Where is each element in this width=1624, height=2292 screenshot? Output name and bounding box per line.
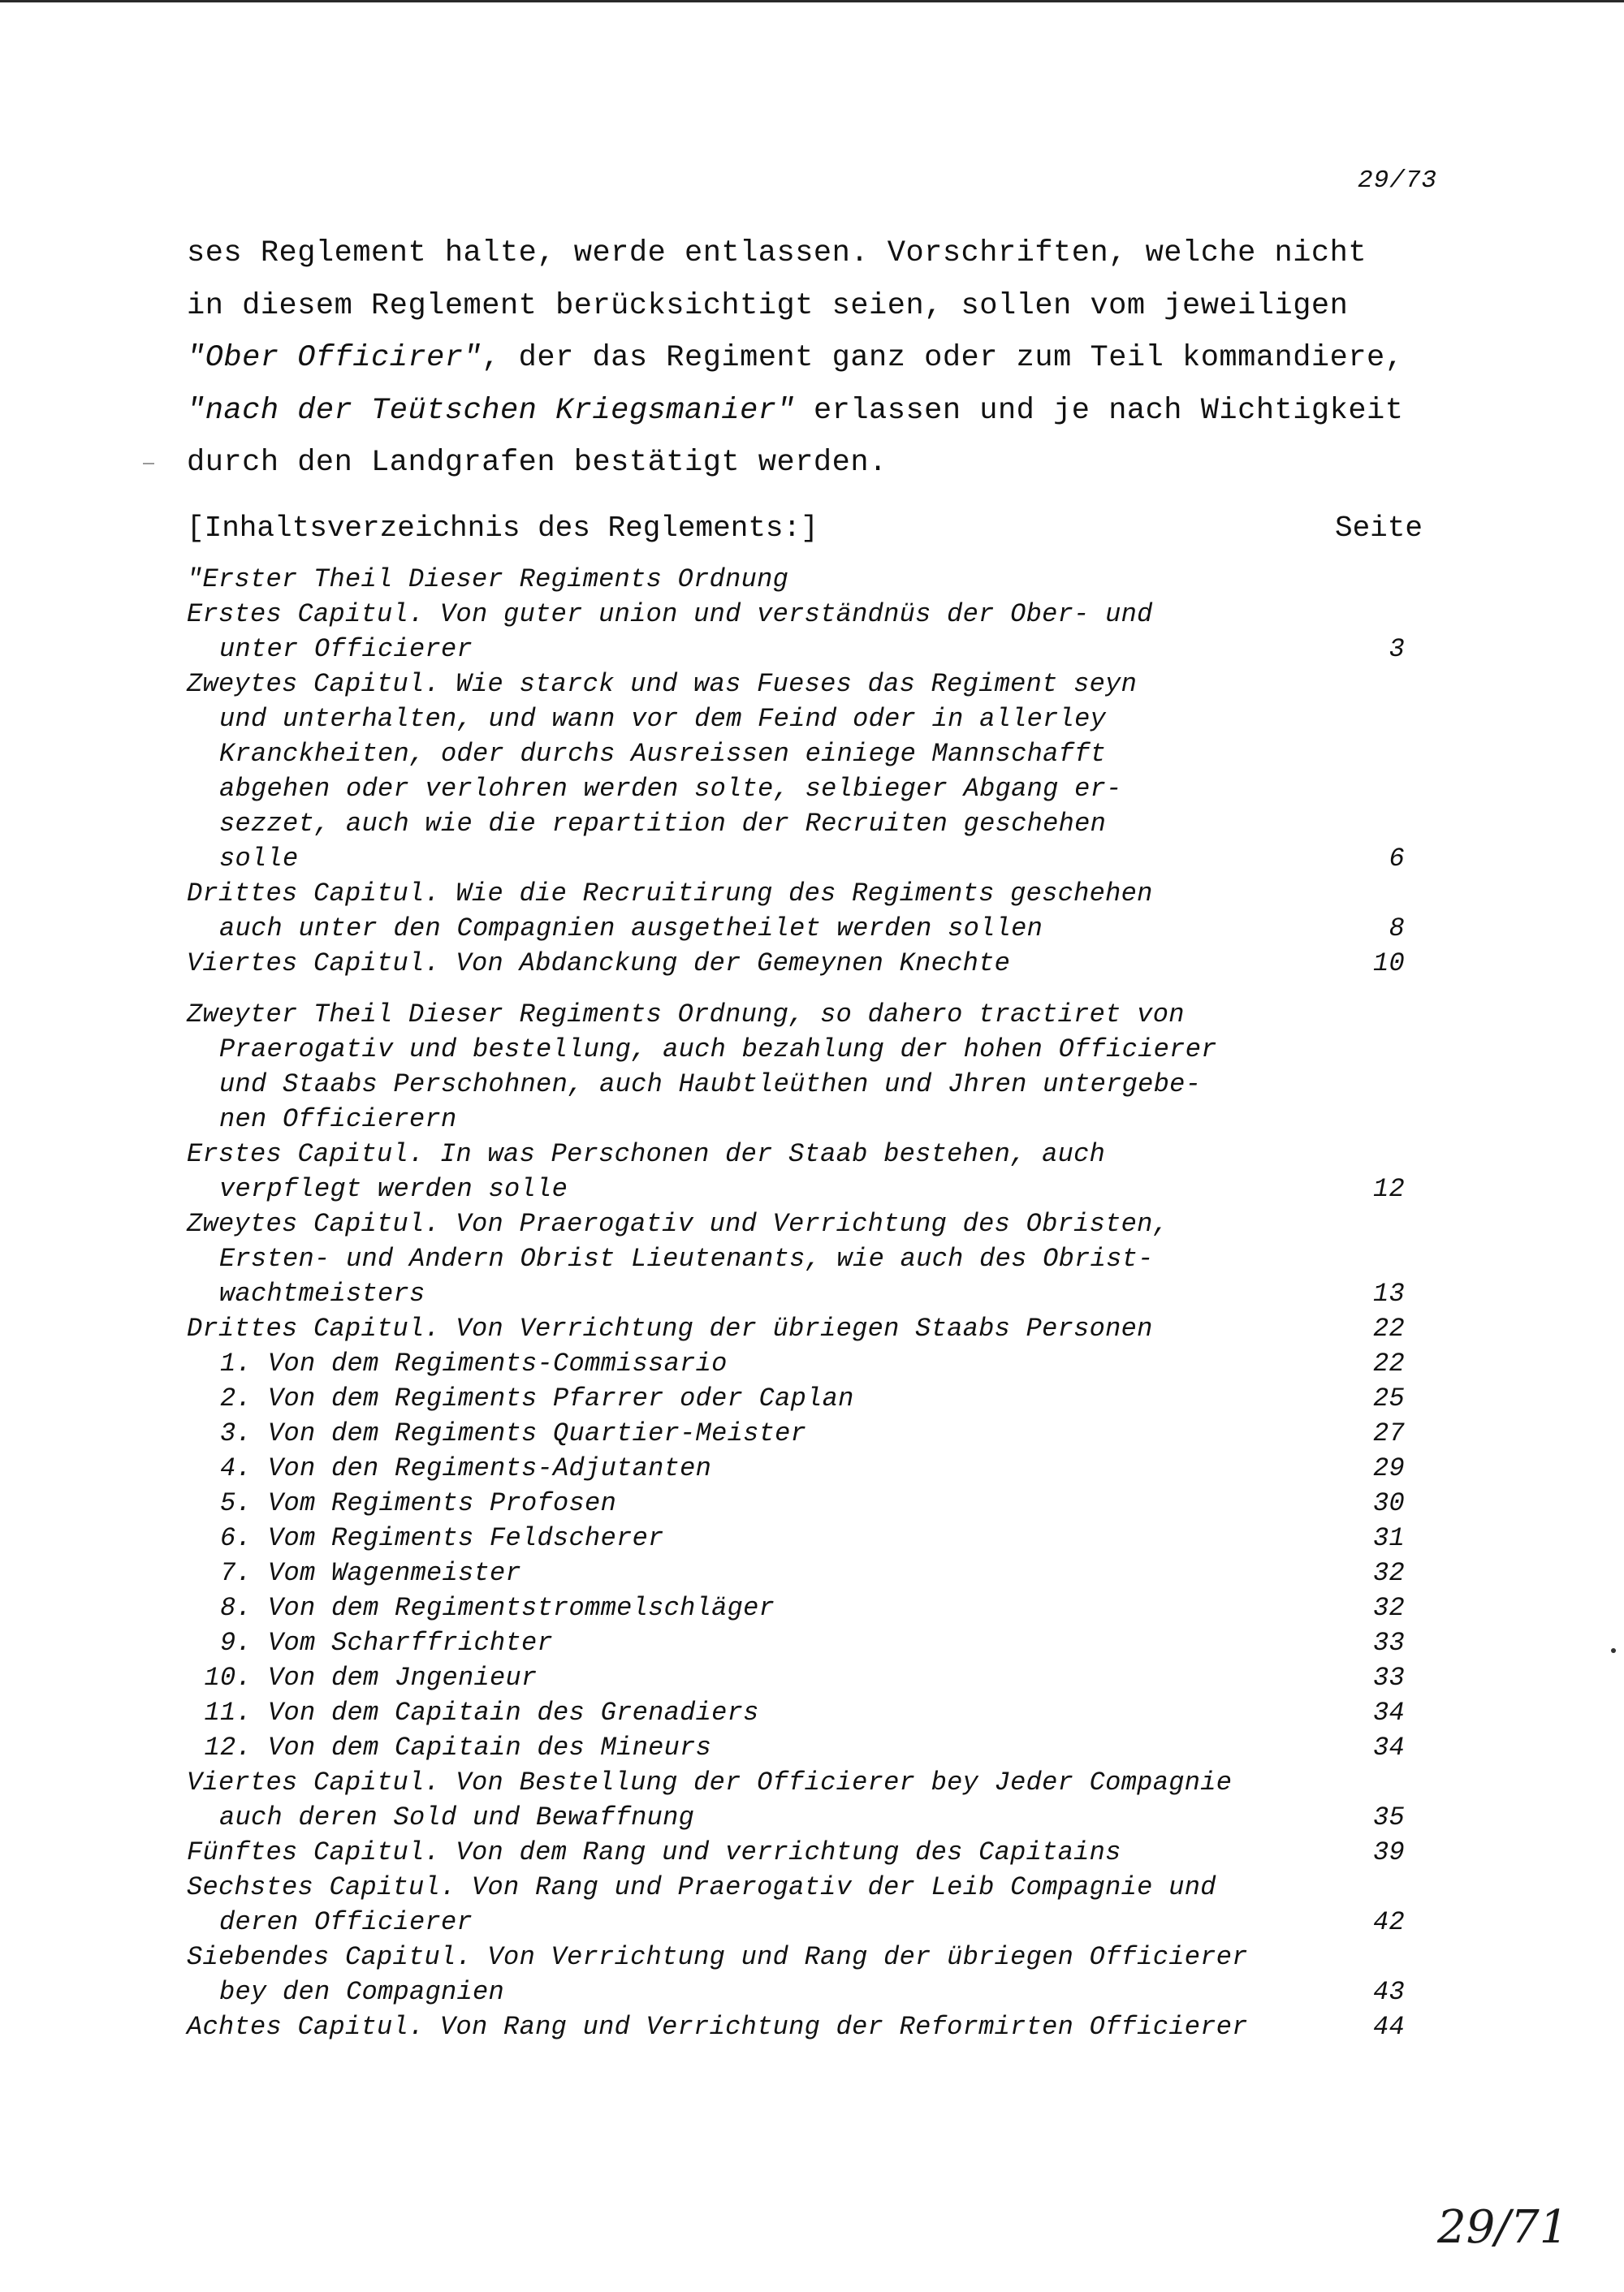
- toc-line-text: Erstes Capitul. Von guter union und verständnüs der Ober- und: [187, 599, 1153, 629]
- toc-numbered-item: [187, 1416, 1405, 1451]
- toc-chapter: [187, 1765, 1389, 1800]
- toc-page-number: 35: [1372, 1802, 1405, 1832]
- toc-item-number: 7.: [219, 1558, 252, 1588]
- body-line: [187, 227, 1453, 280]
- table-of-contents: [187, 562, 1405, 2044]
- toc-chapter: [187, 2009, 1405, 2044]
- toc-numbered-item: [187, 1730, 1405, 1765]
- margin-dot: [1611, 1648, 1616, 1653]
- toc-chapter: [187, 876, 1389, 911]
- toc-page-number: 12: [1372, 1174, 1405, 1204]
- toc-part-title: [187, 562, 1389, 597]
- toc-item-number: 10.: [204, 1663, 252, 1693]
- toc-line-text: Viertes Capitul. Von Bestellung der Officierer bey Jeder Compagnie: [187, 1768, 1233, 1798]
- body-text: , der das Regiment ganz oder zum Teil kommandiere,: [482, 341, 1404, 375]
- toc-numbered-item: [187, 1556, 1405, 1591]
- toc-item-number: 4.: [219, 1453, 252, 1483]
- toc-chapter-continuation: [187, 701, 1389, 736]
- toc-chapter: [187, 946, 1405, 981]
- toc-page-number: 8: [1389, 913, 1405, 943]
- toc-page-number: 39: [1372, 1837, 1405, 1867]
- body-text: ses Reglement halte, werde entlassen. Vorschriften, welche nicht: [187, 236, 1367, 270]
- toc-chapter: [187, 667, 1389, 701]
- toc-page-number: 32: [1372, 1558, 1405, 1588]
- scan-edge: [0, 0, 1624, 2]
- toc-line-text: bey den Compagnien: [219, 1977, 505, 2007]
- toc-chapter: [187, 1206, 1389, 1241]
- toc-numbered-item: [187, 1695, 1405, 1730]
- handwritten-number-text: 29/71: [1437, 2201, 1569, 2254]
- toc-line-text: Erstes Capitul. In was Perschonen der Staab bestehen, auch: [187, 1139, 1106, 1169]
- toc-numbered-item: [187, 1486, 1405, 1521]
- toc-page-number: 25: [1372, 1383, 1405, 1414]
- toc-page-number: 33: [1372, 1628, 1405, 1658]
- toc-line-text: Von dem Regiments Quartier-Meister: [268, 1418, 807, 1448]
- toc-numbered-item: [187, 1451, 1405, 1486]
- toc-item-number: 12.: [204, 1733, 252, 1763]
- toc-numbered-item: [187, 1660, 1405, 1695]
- toc-part-title: [187, 1102, 1389, 1137]
- toc-line-text: Zweytes Capitul. Von Praerogativ und Verrichtung des Obristen,: [187, 1209, 1169, 1239]
- toc-line-text: Drittes Capitul. Wie die Recruitirung des Regiments geschehen: [187, 878, 1153, 909]
- toc-item-number: 9.: [219, 1628, 252, 1658]
- toc-page-number: 3: [1389, 634, 1405, 664]
- toc-line-text: solle: [219, 844, 299, 874]
- toc-line-text: Kranckheiten, oder durchs Ausreissen einiege Mannschafft: [219, 739, 1107, 769]
- toc-page-number: 34: [1372, 1698, 1405, 1728]
- margin-mark: [143, 463, 154, 464]
- toc-item-number: 5.: [219, 1488, 252, 1518]
- toc-part-title: [187, 1032, 1389, 1067]
- toc-line-text: Vom Regiments Profosen: [268, 1488, 617, 1518]
- toc-page-number: 22: [1372, 1349, 1405, 1379]
- toc-page-number: 29: [1372, 1453, 1405, 1483]
- toc-line-text: nen Officierern: [219, 1104, 457, 1134]
- toc-line-text: Vom Scharffrichter: [268, 1628, 554, 1658]
- toc-numbered-item: [187, 1625, 1405, 1660]
- toc-line-text: Von dem Capitain des Grenadiers: [268, 1698, 759, 1728]
- toc-page-number: 44: [1372, 2012, 1405, 2042]
- toc-numbered-item: [187, 1591, 1405, 1625]
- quoted-term: "Ober Officirer": [187, 341, 482, 375]
- toc-page-number: 32: [1372, 1593, 1405, 1623]
- body-line: [187, 437, 1453, 490]
- toc-chapter-continuation: [187, 1241, 1389, 1276]
- toc-chapter-continuation: [187, 736, 1389, 771]
- toc-page-number: 10: [1372, 948, 1405, 978]
- toc-page-label: Seite: [1334, 511, 1423, 545]
- toc-line-text: Vom Regiments Feldscherer: [268, 1523, 664, 1553]
- body-line: [187, 332, 1453, 385]
- toc-line-text: und unterhalten, und wann vor dem Feind oder in allerley: [219, 704, 1107, 734]
- toc-item-number: 2.: [219, 1383, 252, 1414]
- toc-line-text: Von dem Regiments Pfarrer oder Caplan: [268, 1383, 854, 1414]
- toc-part-title: [187, 1067, 1389, 1102]
- toc-line-text: Praerogativ und bestellung, auch bezahlung der hohen Officierer: [219, 1034, 1217, 1064]
- quoted-term: "nach der Teütschen Kriegsmanier": [187, 393, 796, 428]
- toc-page-number: 43: [1372, 1977, 1405, 2007]
- toc-line-text: Sechstes Capitul. Von Rang und Praerogativ der Leib Compagnie und: [187, 1872, 1216, 1902]
- toc-chapter-continuation: [187, 806, 1389, 841]
- toc-chapter-continuation: [187, 771, 1389, 806]
- toc-line-text: Achtes Capitul. Von Rang und Verrichtung der Reformirten Officierer: [187, 2012, 1248, 2042]
- toc-page-number: 27: [1372, 1418, 1405, 1448]
- toc-chapter: [187, 1870, 1389, 1905]
- body-line: [187, 280, 1453, 333]
- toc-part-title: [187, 997, 1389, 1032]
- toc-page-number: 6: [1389, 844, 1405, 874]
- toc-item-number: 1.: [219, 1349, 252, 1379]
- toc-line-text: und Staabs Perschohnen, auch Haubtleüthen und Jhren untergebe-: [219, 1069, 1202, 1099]
- body-text: erlassen und je nach Wichtigkeit: [795, 393, 1404, 428]
- toc-line-text: Zweytes Capitul. Wie starck und was Fueses das Regiment seyn: [187, 669, 1138, 699]
- toc-chapter: [187, 1835, 1405, 1870]
- toc-item-number: 3.: [219, 1418, 252, 1448]
- toc-chapter-continuation: [187, 632, 1405, 667]
- toc-spacer: [187, 981, 1389, 997]
- body-text: in diesem Reglement berücksichtigt seien, sollen vom jeweiligen: [187, 288, 1349, 323]
- toc-page-number: 42: [1372, 1907, 1405, 1937]
- toc-line-text: Von dem Regimentstrommelschläger: [268, 1593, 775, 1623]
- toc-chapter-continuation: [187, 1276, 1405, 1311]
- toc-page-number: 33: [1372, 1663, 1405, 1693]
- toc-header: [187, 510, 1423, 547]
- toc-chapter: [187, 597, 1389, 632]
- toc-numbered-item: [187, 1381, 1405, 1416]
- toc-line-text: Drittes Capitul. Von Verrichtung der übriegen Staabs Personen: [187, 1314, 1153, 1344]
- toc-line-text: deren Officierer: [219, 1907, 473, 1937]
- toc-line-text: sezzet, auch wie die repartition der Recruiten geschehen: [219, 809, 1107, 839]
- toc-line-text: Von dem Jngenieur: [268, 1663, 538, 1693]
- toc-line-text: verpflegt werden solle: [219, 1174, 568, 1204]
- toc-line-text: Ersten- und Andern Obrist Lieutenants, wie auch des Obrist-: [219, 1244, 1154, 1274]
- body-line: [187, 385, 1453, 438]
- toc-line-text: Zweyter Theil Dieser Regiments Ordnung, so dahero tractiret von: [187, 999, 1185, 1029]
- toc-line-text: Vom Wagenmeister: [268, 1558, 522, 1588]
- toc-line-text: unter Officierer: [219, 634, 473, 664]
- toc-chapter-continuation: [187, 1905, 1405, 1940]
- toc-item-number: 8.: [219, 1593, 252, 1623]
- toc-chapter-continuation: [187, 1800, 1405, 1835]
- toc-title: [Inhaltsverzeichnis des Reglements:]: [187, 511, 818, 545]
- body-text: durch den Landgrafen bestätigt werden.: [187, 446, 888, 480]
- toc-line-text: Von den Regiments-Adjutanten: [268, 1453, 712, 1483]
- toc-chapter: [187, 1940, 1389, 1975]
- toc-page-number: 31: [1372, 1523, 1405, 1553]
- toc-page-number: 34: [1372, 1733, 1405, 1763]
- toc-chapter-continuation: [187, 841, 1405, 876]
- toc-line-text: Von dem Capitain des Mineurs: [268, 1733, 712, 1763]
- toc-chapter-continuation: [187, 1975, 1405, 2009]
- toc-line-text: wachtmeisters: [219, 1279, 425, 1309]
- toc-line-text: "Erster Theil Dieser Regiments Ordnung: [187, 564, 789, 594]
- toc-line-text: auch unter den Compagnien ausgetheilet werden sollen: [219, 913, 1043, 943]
- toc-chapter: [187, 1137, 1389, 1172]
- toc-numbered-item: [187, 1346, 1405, 1381]
- toc-page-number: 13: [1372, 1279, 1405, 1309]
- toc-line-text: abgehen oder verlohren werden solte, selbieger Abgang er-: [219, 774, 1122, 804]
- toc-line-text: Viertes Capitul. Von Abdanckung der Gemeynen Knechte: [187, 948, 1011, 978]
- toc-chapter-continuation: [187, 911, 1405, 946]
- toc-item-number: 11.: [204, 1698, 252, 1728]
- toc-line-text: Fünftes Capitul. Von dem Rang und verrichtung des Capitains: [187, 1837, 1121, 1867]
- toc-page-number: 22: [1372, 1314, 1405, 1344]
- handwritten-page-number: [1429, 2192, 1592, 2265]
- toc-numbered-item: [187, 1521, 1405, 1556]
- page-number: 29/73: [1358, 166, 1438, 195]
- toc-line-text: Von dem Regiments-Commissario: [268, 1349, 728, 1379]
- toc-chapter-continuation: [187, 1172, 1405, 1206]
- toc-line-text: Siebendes Capitul. Von Verrichtung und Rang der übriegen Officierer: [187, 1942, 1248, 1972]
- toc-item-number: 6.: [219, 1523, 252, 1553]
- toc-line-text: auch deren Sold und Bewaffnung: [219, 1802, 695, 1832]
- toc-chapter: [187, 1311, 1405, 1346]
- body-paragraph: [187, 227, 1453, 490]
- toc-page-number: 30: [1372, 1488, 1405, 1518]
